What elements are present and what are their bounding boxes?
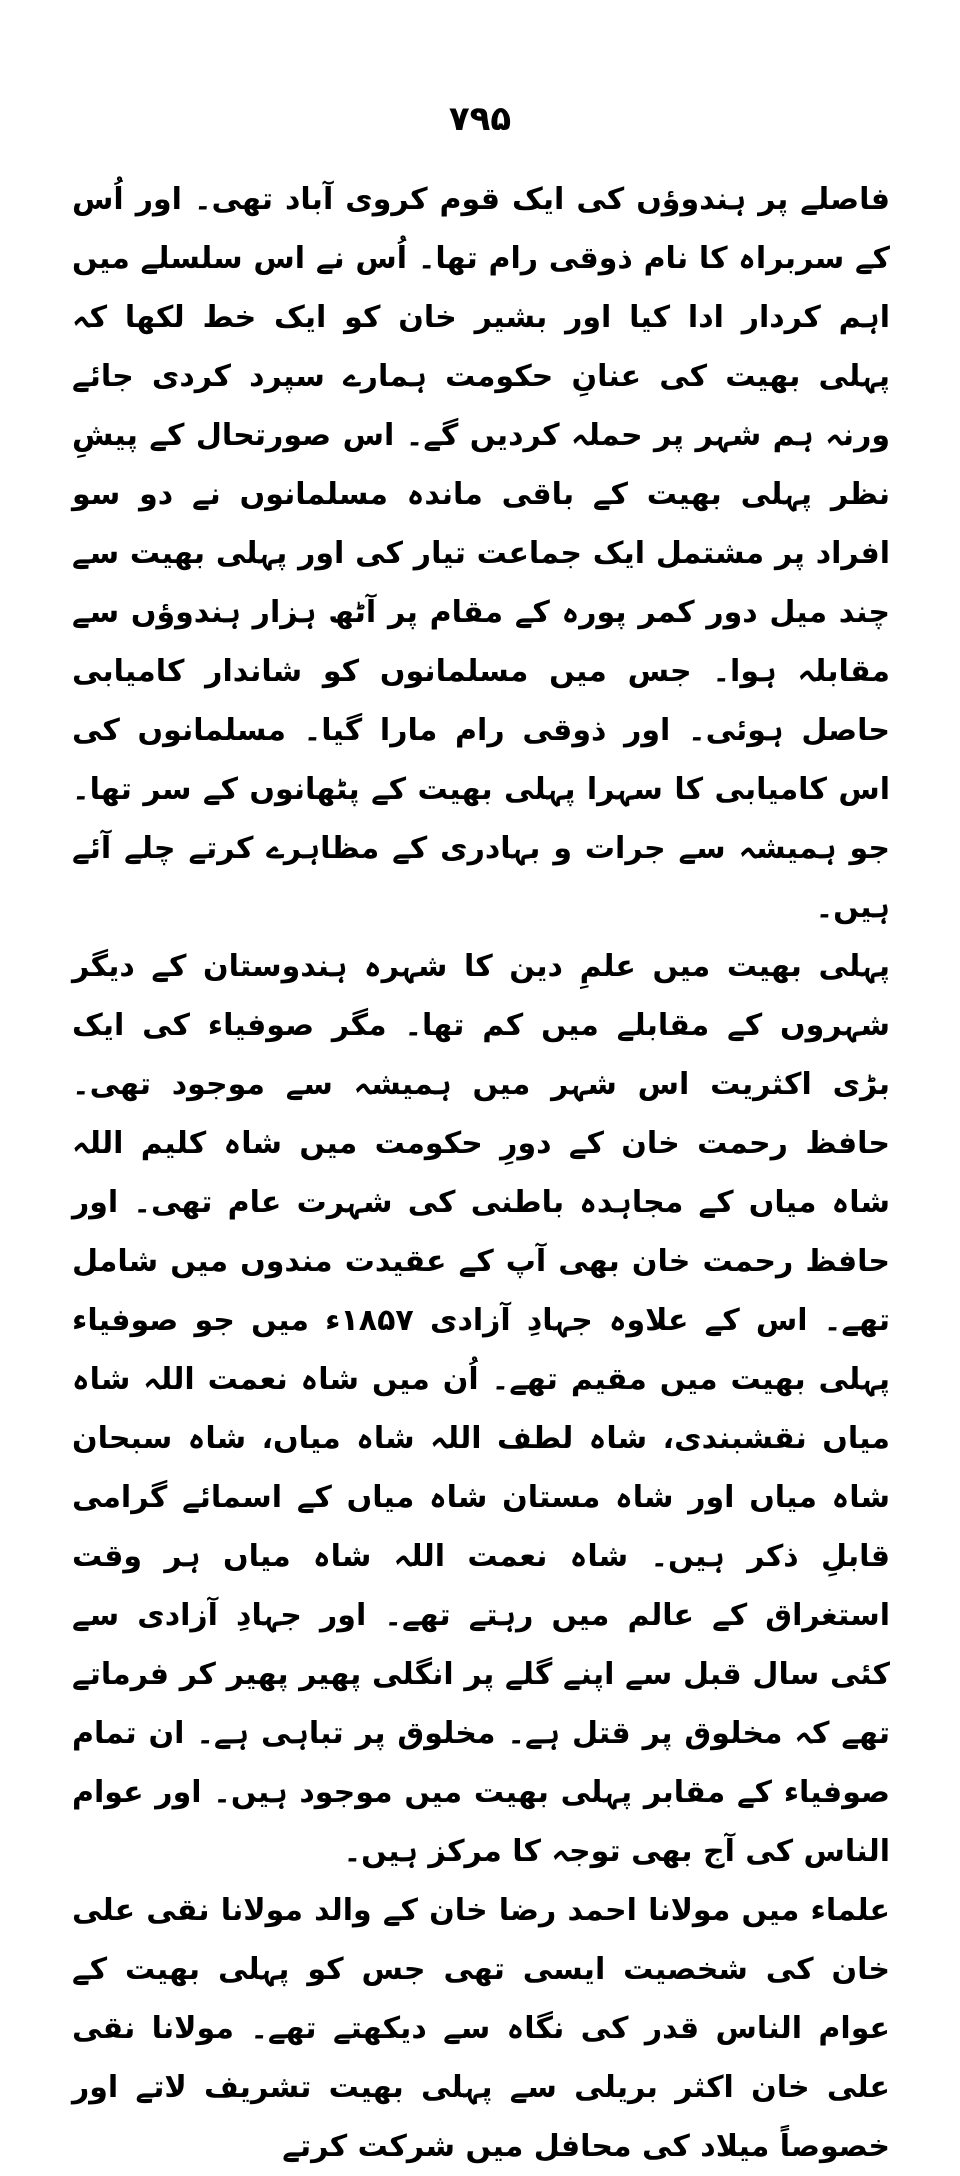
body-text [72, 170, 890, 2176]
paragraph: فاصلے پر ہندوؤں کی ایک قوم کروی آباد تھی۔ اور اُس کے سربراہ کا نام ذوقی رام تھا۔ اُس نے اس سلسلے میں اہم کردار ادا کیا اور بشیر خان کو ایک خط لکھا کہ پہلی بھیت کی عنانِ حکومت ہمارے سپرد کردی جائے ورنہ ہم شہر پر حملہ کردیں گے۔ اس صورتحال کے پیشِ نظر پہلی بھیت کے باقی ماندہ مسلمانوں نے دو سو افراد پر مشتمل ایک جماعت تیار کی اور پہلی بھیت سے چند میل دور کمر پورہ کے مقام پر آٹھ ہزار ہندوؤں سے مقابلہ ہوا۔ جس میں مسلمانوں کو شاندار کامیابی حاصل ہوئی۔ اور ذوقی رام مارا گیا۔ مسلمانوں کی اس کامیابی کا سہرا پہلی بھیت کے پٹھانوں کے سر تھا۔ جو ہمیشہ سے جرات و بہادری کے مظاہرے کرتے چلے آئے ہیں۔ [72, 182, 890, 925]
paragraph: علماء میں مولانا احمد رضا خان کے والد مولانا نقی علی خان کی شخصیت ایسی تھی جس کو پہلی بھیت کے عوام الناس قدر کی نگاہ سے دیکھتے تھے۔ مولانا نقی علی خان اکثر بریلی سے پہلی بھیت تشریف لاتے اور خصوصاً میلاد کی محافل میں شرکت کرتے [72, 1893, 890, 2164]
paragraph: پہلی بھیت میں علمِ دین کا شہرہ ہندوستان کے دیگر شہروں کے مقابلے میں کم تھا۔ مگر صوفیاء کی ایک بڑی اکثریت اس شہر میں ہمیشہ سے موجود تھی۔ حافظ رحمت خان کے دورِ حکومت میں شاہ کلیم اللہ شاہ میاں کے مجاہدہ باطنی کی شہرت عام تھی۔ اور حافظ رحمت خان بھی آپ کے عقیدت مندوں میں شامل تھے۔ اس کے علاوہ جہادِ آزادی ۱۸۵۷ء میں جو صوفیاء پہلی بھیت میں مقیم تھے۔ اُن میں شاہ نعمت اللہ شاہ میاں نقشبندی، شاہ لطف اللہ شاہ میاں، شاہ سبحان شاہ میاں اور شاہ مستان شاہ میاں کے اسمائے گرامی قابلِ ذکر ہیں۔ شاہ نعمت اللہ شاہ میاں ہر وقت استغراق کے عالم میں رہتے تھے۔ اور جہادِ آزادی سے کئی سال قبل سے اپنے گلے پر انگلی پھیر پھیر کر فرماتے تھے کہ مخلوق پر قتل ہے۔ مخلوق پر تباہی ہے۔ ان تمام صوفیاء کے مقابر پہلی بھیت میں موجود ہیں۔ اور عوام الناس کی آج بھی توجہ کا مرکز ہیں۔ [72, 949, 890, 1869]
page-number: ۷۹۵ [448, 99, 512, 139]
